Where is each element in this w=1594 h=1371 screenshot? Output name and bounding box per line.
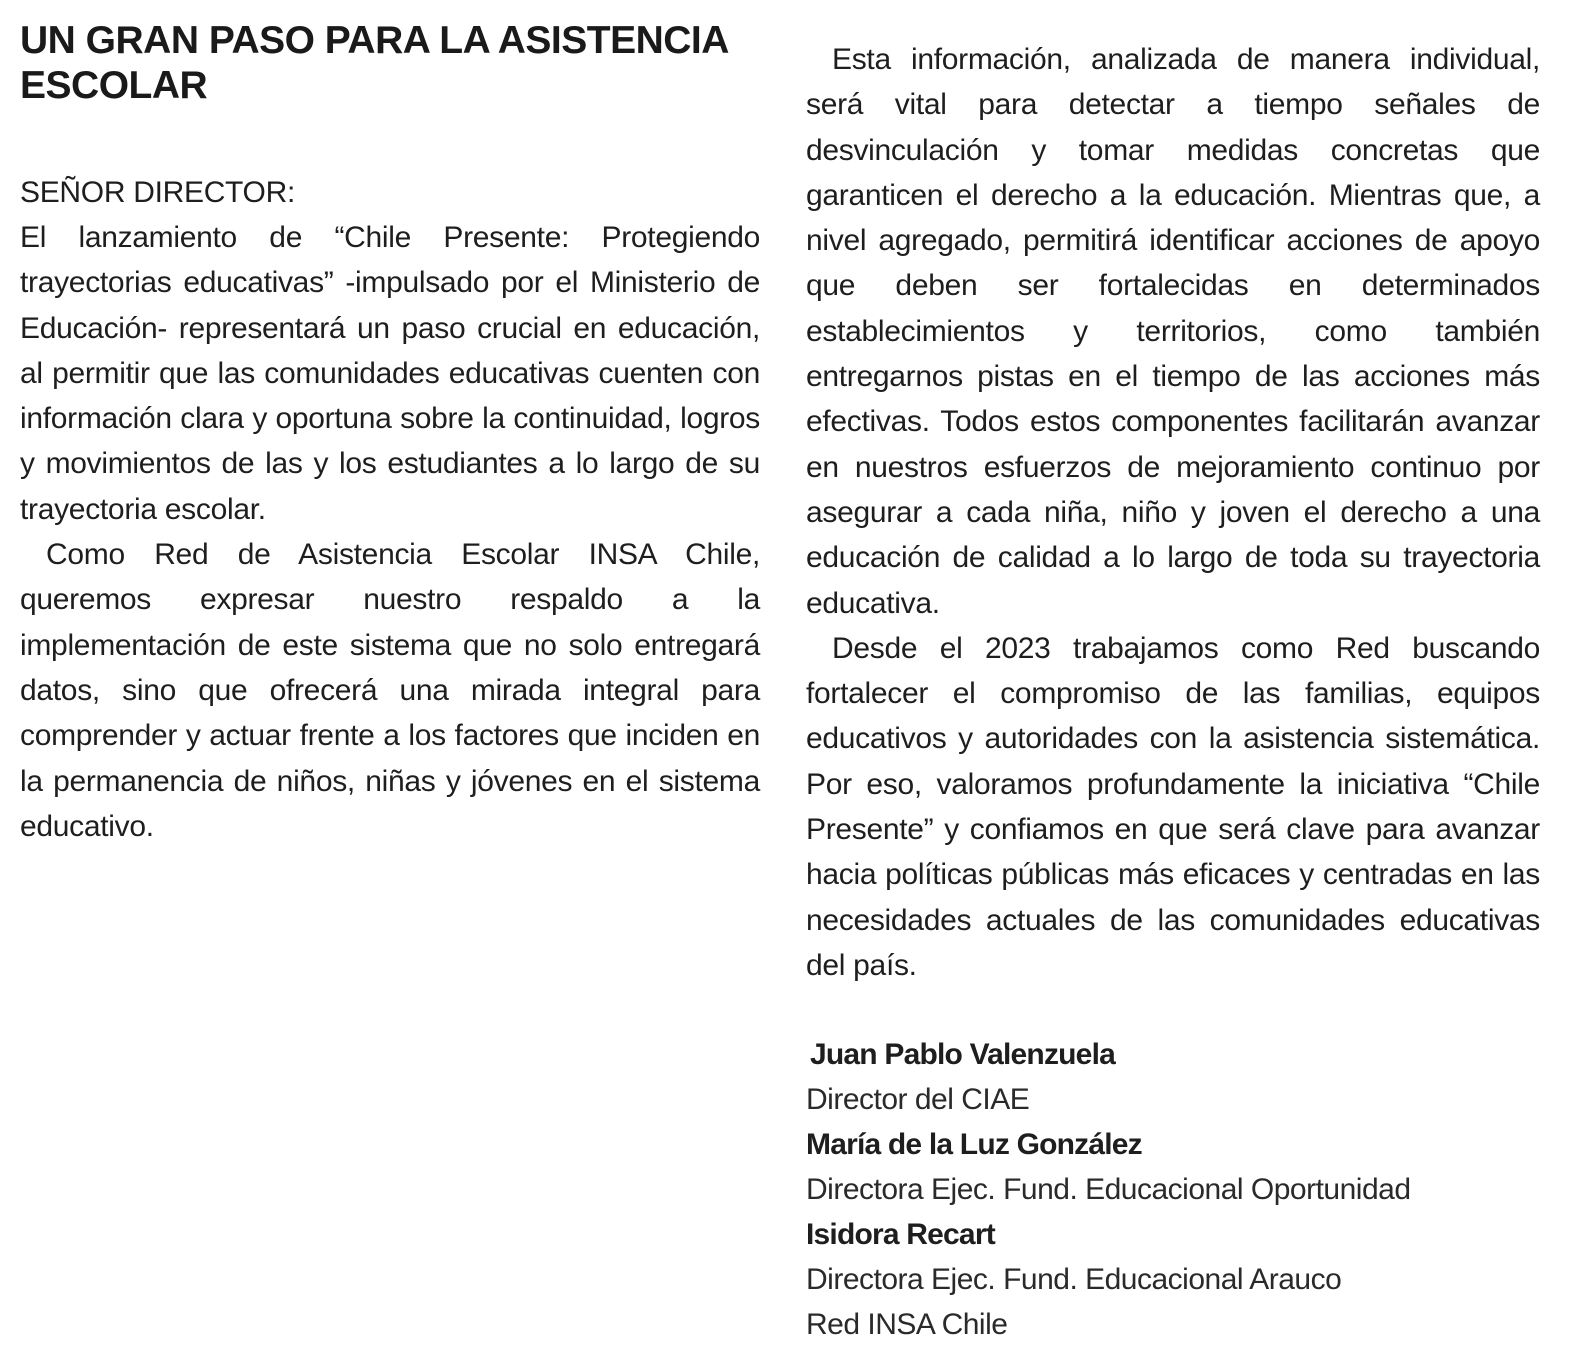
- organization-name: Red INSA Chile: [806, 1308, 1008, 1341]
- signatory-role: Director del CIAE: [806, 1083, 1030, 1116]
- signatory-name: Isidora Recart: [806, 1218, 995, 1251]
- signatory-name: Juan Pablo Valenzuela: [810, 1038, 1115, 1071]
- signatory-name: María de la Luz González: [806, 1128, 1142, 1161]
- paragraph-2: Como Red de Asistencia Escolar INSA Chile, queremos expresar nuestro respaldo a la implementación de este sistema que no solo entregará datos, sino que ofrecerá una mirada integral para comprender y actuar frente a los factores que inciden en la permanencia de niños, niñas y jóvenes en el sistema educativo.: [20, 538, 760, 843]
- signatory-role: Directora Ejec. Fund. Educacional Oportunidad: [806, 1173, 1411, 1206]
- headline: UN GRAN PASO PARA LA ASISTENCIA ESCOLAR: [20, 19, 728, 107]
- paragraph-4: Desde el 2023 trabajamos como Red buscando fortalecer el compromiso de las familias, equipos educativos y autoridades con la asistencia sistemática. Por eso, valoramos profundamente la iniciativa “Chile Presente” y confiamos en que será clave para avanzar hacia políticas públicas más eficaces y centradas en las necesidades actuales de las comunidades educativas del país.: [806, 631, 1540, 982]
- salutation: SEÑOR DIRECTOR:: [20, 176, 295, 209]
- left-column: [20, 18, 760, 849]
- signature-block: [806, 1032, 1540, 1347]
- paragraph-1: El lanzamiento de “Chile Presente: Protegiendo trayectorias educativas” -impulsado por el Ministerio de Educación- representará un paso crucial en educación, al permitir que las comunidades educativas cuenten con información clara y oportuna sobre la continuidad, logros y movimientos de las y los estudiantes a lo largo de su trayectoria escolar.: [20, 221, 760, 526]
- right-column: [806, 37, 1540, 988]
- paragraph-3: Esta información, analizada de manera individual, será vital para detectar a tiempo señales de desvinculación y tomar medidas concretas que garanticen el derecho a la educación. Mientras que, a nivel agregado, permitirá identificar acciones de apoyo que deben ser fortalecidas en determinados establecimientos y territorios, como también entregarnos pistas en el tiempo de las acciones más efectivas. Todos estos componentes facilitarán avanzar en nuestros esfuerzos de mejoramiento continuo por asegurar a cada niña, niño y joven el derecho a una educación de calidad a lo largo de toda su trayectoria educativa.: [806, 43, 1540, 620]
- signatory-role: Directora Ejec. Fund. Educacional Arauco: [806, 1263, 1342, 1296]
